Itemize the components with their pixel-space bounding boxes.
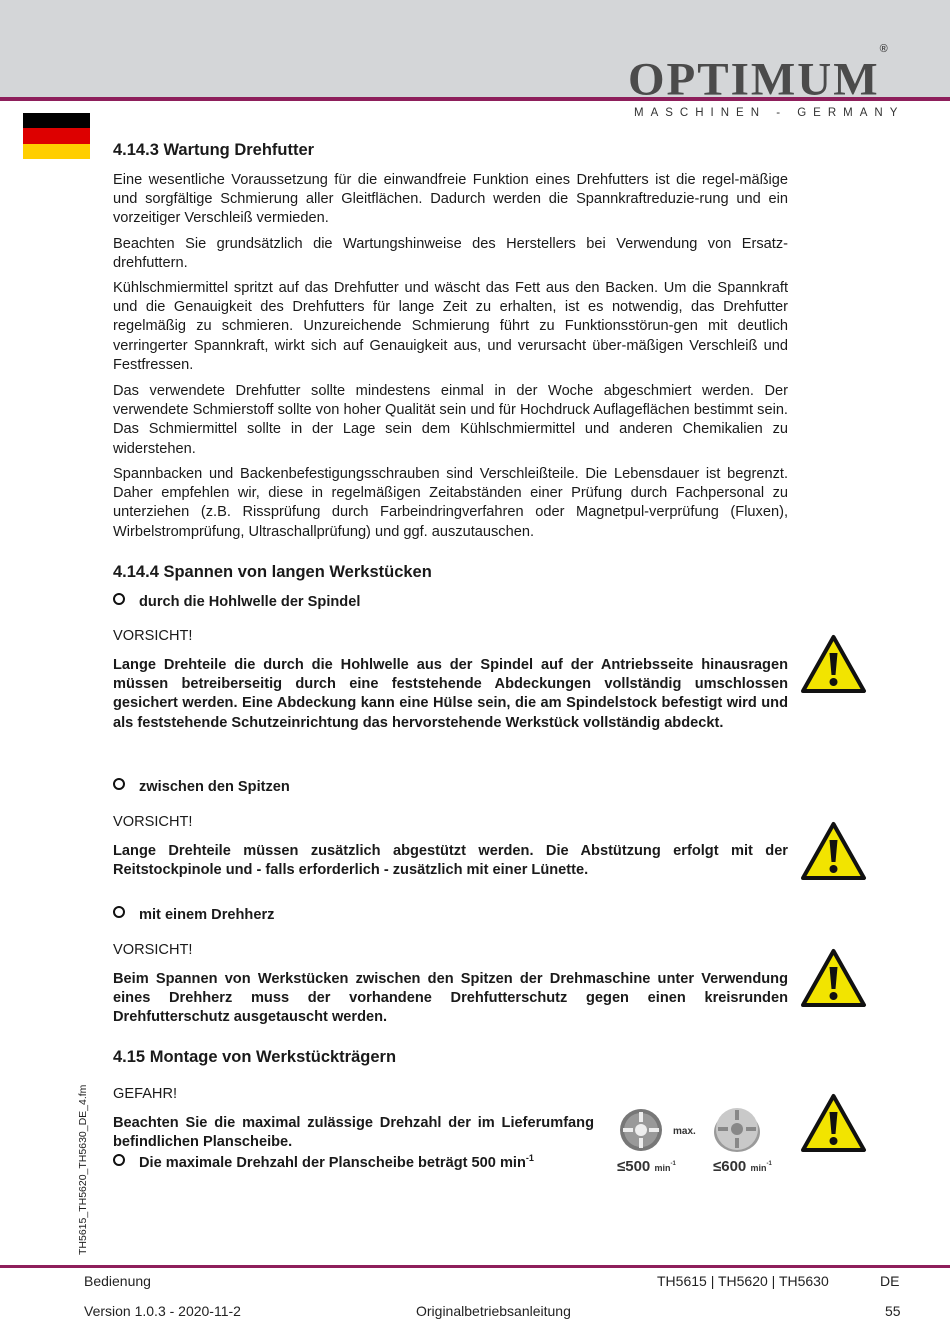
bullet-item: zwischen den Spitzen <box>113 778 290 795</box>
footer-language: DE <box>880 1273 900 1289</box>
paragraph: Beachten Sie grundsätzlich die Wartungshinweise des Herstellers bei Verwendung von Ersatz-drehfuttern. <box>113 236 788 272</box>
bullet-icon <box>113 778 125 790</box>
paragraph: Kühlschmiermittel spritzt auf das Drehfutter und wäscht das Fett aus den Backen. Um die Spannkraft und die Genauigkeit des Drehfutters für lange Zeit zu erhalten, ist es notwendig, das Drehfutter regelmäßig zu schmieren. Unzureichende Schmierung führt zu Funktionsstörun-gen mit deutlich verringerter Spannkraft, wirkt sich auf Genauigkeit aus, und verursacht über-mäßigen Verschleiß und Festfressen. <box>113 280 788 373</box>
bullet-item: Die maximale Drehzahl der Planscheibe beträgt 500 $\min^{-1}$ <box>113 1153 534 1171</box>
footer-version: Version 1.0.3 - 2020-11-2 <box>84 1303 241 1319</box>
bullet-icon <box>113 593 125 605</box>
faceplate-small-icon <box>619 1108 663 1152</box>
footer-rule <box>0 1265 950 1268</box>
brand-subtitle: MASCHINEN - GERMANY <box>634 107 905 119</box>
plate1-speed: ≤500 $\min^{-1}$ <box>617 1158 676 1175</box>
bullet-icon <box>113 906 125 918</box>
bullet-item: mit einem Drehherz <box>113 906 274 923</box>
bullet-item: durch die Hohlwelle der Spindel <box>113 593 360 610</box>
footer-chapter: Bedienung <box>84 1273 151 1289</box>
max-label: max. <box>673 1126 696 1137</box>
page-number: 55 <box>885 1303 901 1319</box>
warning-triangle-icon <box>800 634 867 694</box>
caution-label: VORSICHT! <box>113 942 193 958</box>
german-flag-icon <box>23 113 90 159</box>
section-heading-4-14-3: 4.14.3 Wartung Drehfutter <box>113 141 315 159</box>
section-heading-4-14-4: 4.14.4 Spannen von langen Werkstücken <box>113 563 432 581</box>
brand-logo: OPTIMUM® <box>628 43 890 106</box>
paragraph: Eine wesentliche Voraussetzung für die einwandfreie Funktion eines Drehfutters ist die regel-mäßige und sorgfältige Schmierung aller Gleitflächen. Dadurch werden die Spannkraftreduzie-rung und ein vorzeitiger Verschleiß vermieden. <box>113 172 788 227</box>
plate2-speed: ≤600 $\min^{-1}$ <box>713 1158 772 1175</box>
faceplate-speed-figure <box>617 1104 787 1179</box>
paragraph: Spannbacken und Backenbefestigungsschrauben sind Verschleißteile. Die Lebensdauer ist begrenzt. Daher empfehlen wir, diese in regelmäßigen Zeitabständen einer Prüfung durch Fachpersonal zu unterziehen (z.B. Rissprüfung durch Farbeindringverfahren oder Magnetpul-verprüfung (Fluxen), Wirbelstromprüfung, Ultraschallprüfung) und ggf. auszutauschen. <box>113 466 788 540</box>
caution-text: Beim Spannen von Werkstücken zwischen den Spitzen der Drehmaschine unter Verwendung eines Drehherz muss der vorhandene Drehfutterschutz gegen einen kreisrunden Drehfutterschutz ausgetauscht werden. <box>113 971 788 1026</box>
footer-models: TH5615 | TH5620 | TH5630 <box>657 1273 829 1289</box>
caution-text: Lange Drehteile müssen zusätzlich abgestützt werden. Die Abstützung erfolgt mit der Reitstockpinole und - falls erforderlich - zusätzlich mit einer Lünette. <box>113 843 788 879</box>
caution-label: VORSICHT! <box>113 814 193 830</box>
caution-text: Lange Drehteile die durch die Hohlwelle aus der Spindel auf der Antriebsseite hinausragen müssen betreiberseitig durch eine feststehende Abdeckungen vollständig umschlossen gesichert werden. Eine Abdeckung kann eine Hülse sein, die am Spindelstock befestigt wird und als feststehende Schutzeinrichtung das hervorstehende Werkstück vollständig abdeckt. <box>113 657 788 731</box>
warning-triangle-icon <box>800 1093 867 1153</box>
caution-label: VORSICHT! <box>113 628 193 644</box>
paragraph: Das verwendete Drehfutter sollte mindestens einmal in der Woche abgeschmiert werden. Der verwendete Schmierstoff sollte von hoher Qualität sein und für Hochdruck Auflageflächen bestimmt sein. Das Schmiermittel sollte in der Lage sein dem Kühlschmiermittel und anderen Chemikalien zu widerstehen. <box>113 383 788 457</box>
faceplate-large-icon <box>713 1106 761 1154</box>
footer-doc-type: Originalbetriebsanleitung <box>416 1303 571 1319</box>
warning-triangle-icon <box>800 948 867 1008</box>
warning-triangle-icon <box>800 821 867 881</box>
file-name-label: TH5615_TH5620_TH5630_DE_4.fm <box>77 1084 89 1255</box>
section-heading-4-15: 4.15 Montage von Werkstückträgern <box>113 1048 397 1066</box>
danger-label: GEFAHR! <box>113 1086 178 1102</box>
danger-text: Beachten Sie die maximal zulässige Drehzahl der im Lieferumfang befindlichen Planscheibe. <box>113 1115 594 1151</box>
bullet-icon <box>113 1154 125 1166</box>
